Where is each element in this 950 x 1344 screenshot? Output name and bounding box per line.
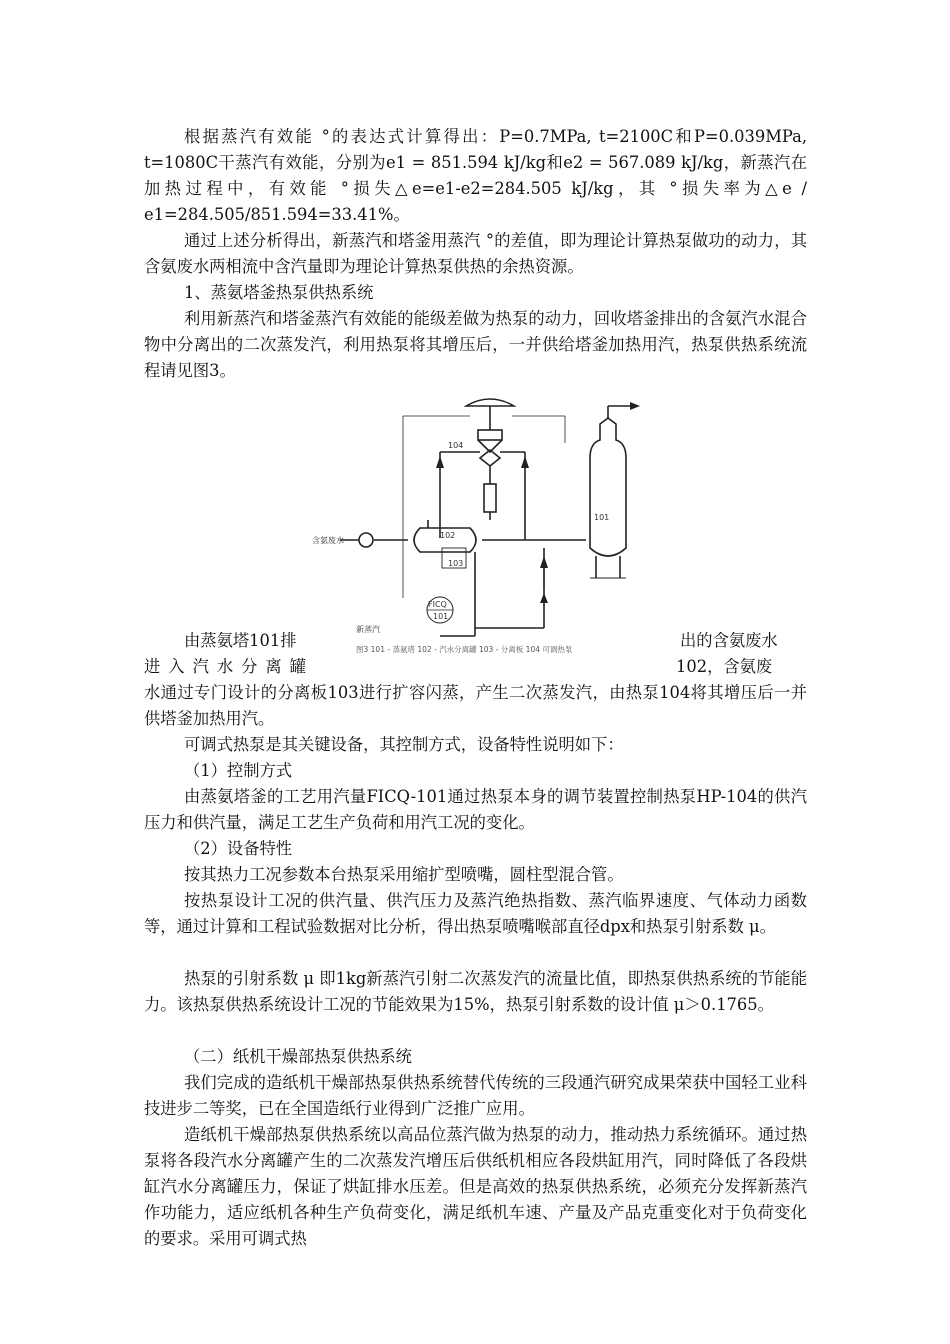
paragraph-ejection-coefficient: 热泵的引射系数 μ 即1kg新蒸汽引射二次蒸发汽的流量比值，即热泵供热系统的节能能力。该热泵供热系统设计工况的节能效果为15%，热泵引射系数的设计值 μ＞0.1765。 xyxy=(144,969,807,1014)
paragraph-control-method: 由蒸氨塔釜的工艺用汽量FICQ-101通过热泵本身的调节装置控制热泵HP-104的供汽压力和供汽量，满足工艺生产负荷和用汽工况的变化。 xyxy=(144,787,807,832)
label-102: 102 xyxy=(440,531,456,540)
heat-pump-actuator xyxy=(466,399,514,406)
paragraph-wrap-right-1: 出的含氨废水 xyxy=(680,631,778,650)
paragraph-heat-pump-intro: 利用新蒸汽和塔釜蒸汽有效能的能级差做为热泵的动力，回收塔釜排出的含氨汽水混合物中分离出的二次蒸发汽，利用热泵将其增压后，一并供给塔釜加热用汽，热泵供热系统流程请见图3。 xyxy=(144,309,807,380)
paragraph-exergy-calc: 根据蒸汽有效能 °的表达式计算得出：P=0.7MPa, t=2100C和P=0.039MPa, t=1080C干蒸汽有效能，分别为e1 = 851.594 kJ/kg和e2 = 567.089 kJ/kg，新蒸汽在加热过程中，有效能 °损失△e=e1-e2=284.505 kJ/kg，其 °损失率为△e / e1=284.505/851.594=33.41%。 xyxy=(144,127,807,224)
label-104: 104 xyxy=(448,441,464,450)
label-inlet: 含氨废水 xyxy=(312,536,344,545)
figure-caption: 图3 101 - 蒸氨塔 102 - 汽水分离罐 103 - 分离板 104 可调热泵 xyxy=(356,645,573,654)
paragraph-wrap-left-1: 由蒸氨塔101排 xyxy=(184,631,297,650)
label-fresh-steam: 新蒸汽 xyxy=(356,625,380,634)
paragraph-separator-process: 水通过专门设计的分离板103进行扩容闪蒸，产生二次蒸发汽，由热泵104将其增压后一并供塔釜加热用汽。 xyxy=(144,683,807,728)
label-ficq-number: 101 xyxy=(433,612,449,621)
process-flow-diagram xyxy=(300,388,720,660)
paragraph-award: 我们完成的造纸机干燥部热泵供热系统替代传统的三段通汽研究成果荣获中国轻工业科技进步二等奖，已在全国造纸行业得到广泛推广应用。 xyxy=(144,1073,807,1118)
label-ficq: FICQ xyxy=(428,600,447,609)
ammonia-column xyxy=(590,418,626,556)
paragraph-paper-machine-system: 造纸机干燥部热泵供热系统以高品位蒸汽做为热泵的动力，推动热力系统循环。通过热泵将各段汽水分离罐产生的二次蒸发汽增压后供纸机相应各段烘缸用汽，同时降低了各段烘缸汽水分离罐压力，保证了烘缸排水压差。但是高效的热泵供热系统，必须充分发挥新蒸汽作功能力，适应纸机各种生产负荷变化，满足纸机车速、产量及产品克重变化对于负荷变化的要求。采用可调式热 xyxy=(144,1125,807,1248)
heading-control-method: （1）控制方式 xyxy=(184,761,293,780)
heading-equipment-features: （2）设备特性 xyxy=(184,839,293,858)
paragraph-analysis: 通过上述分析得出，新蒸汽和塔釜用蒸汽 °的差值，即为理论计算热泵做功的动力，其含氨废水两相流中含汽量即为理论计算热泵供热的余热资源。 xyxy=(144,231,807,276)
paragraph-nozzle-type: 按其热力工况参数本台热泵采用缩扩型喷嘴，圆柱型混合管。 xyxy=(184,865,624,884)
paragraph-design-calc: 按热泵设计工况的供汽量、供汽压力及蒸汽绝热指数、蒸汽临界速度、气体动力函数等，通过计算和工程试验数据对比分析，得出热泵喷嘴喉部直径dpx和热泵引射系数 μ。 xyxy=(144,891,807,936)
paragraph-wrap-right-2: 102，含氨废 xyxy=(676,657,773,676)
label-103: 103 xyxy=(448,559,464,568)
heading-paper-machine: （二）纸机干燥部热泵供热系统 xyxy=(184,1047,412,1066)
heading-ammonia-heat-pump: 1、蒸氨塔釜热泵供热系统 xyxy=(184,283,374,302)
paragraph-wrap-left-2: 进入汽水分离罐 xyxy=(144,657,314,676)
paragraph-key-equipment: 可调式热泵是其关键设备，其控制方式，设备特性说明如下： xyxy=(184,735,624,754)
label-101: 101 xyxy=(594,513,610,522)
